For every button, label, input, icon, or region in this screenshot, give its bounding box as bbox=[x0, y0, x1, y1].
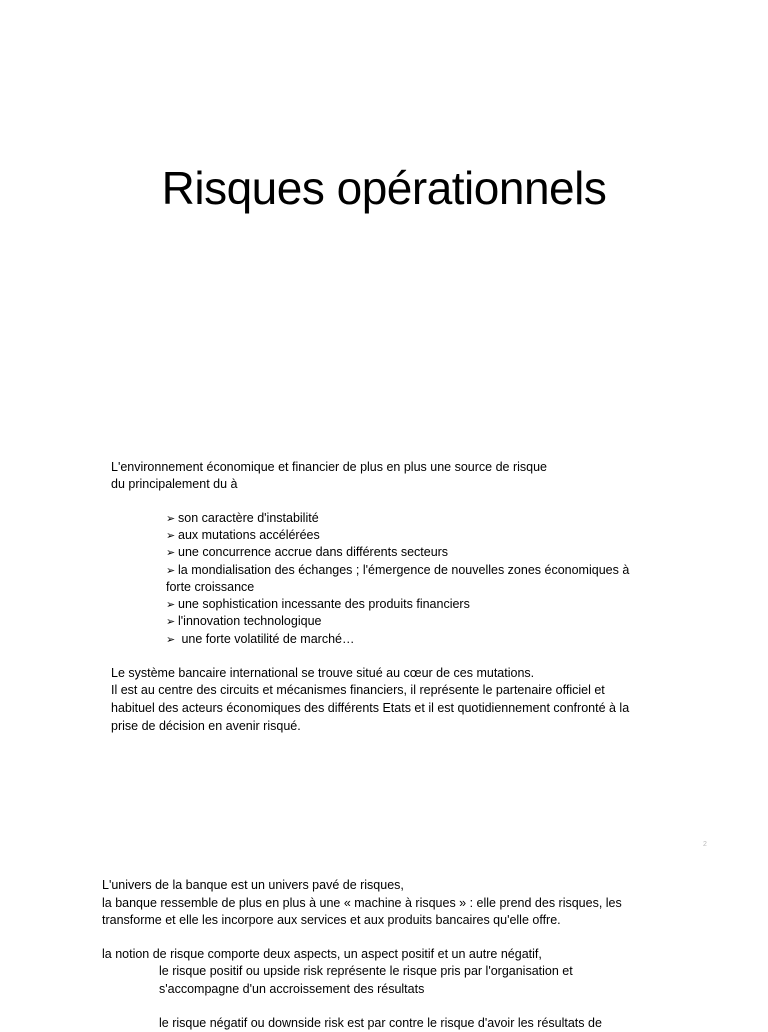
slide3-line: le risque positif ou upside risk représente le risque pris par l'organisation et bbox=[159, 964, 573, 978]
bullet-item: ➢ l'innovation technologique bbox=[166, 613, 321, 631]
arrow-bullet-icon: ➢ bbox=[166, 530, 176, 542]
arrow-bullet-icon: ➢ bbox=[166, 616, 176, 628]
slide3-line: L'univers de la banque est un univers pavé de risques, bbox=[102, 878, 404, 892]
paragraph-line: Le système bancaire international se trouve situé au cœur de ces mutations. bbox=[111, 666, 535, 680]
slide3-line: s'accompagne d'un accroissement des résultats bbox=[159, 982, 425, 996]
slide3-line: le risque négatif ou downside risk est par contre le risque d'avoir les résultats de bbox=[159, 1016, 602, 1030]
slide3-line: la banque ressemble de plus en plus à une « machine à risques » : elle prend des risques, les bbox=[102, 896, 622, 910]
bullet-item: ➢ une forte volatilité de marché… bbox=[166, 631, 354, 649]
arrow-bullet-icon: ➢ bbox=[166, 634, 176, 646]
paragraph-line: prise de décision en avenir risqué. bbox=[111, 719, 301, 733]
arrow-bullet-icon: ➢ bbox=[166, 565, 176, 577]
paragraph-line: habituel des acteurs économiques des différents Etats et il est quotidiennement confronté à la bbox=[111, 701, 630, 715]
intro-line-2: du principalement du à bbox=[111, 477, 238, 491]
arrow-bullet-icon: ➢ bbox=[166, 547, 176, 559]
arrow-bullet-icon: ➢ bbox=[166, 513, 176, 525]
bullet-item: ➢ aux mutations accélérées bbox=[166, 527, 320, 545]
slide3-line: transforme et elle les incorpore aux services et aux produits bancaires qu'elle offre. bbox=[102, 913, 561, 927]
page-number: 2 bbox=[703, 841, 707, 848]
bullet-item: ➢ la mondialisation des échanges ; l'émergence de nouvelles zones économiques à bbox=[166, 562, 629, 580]
paragraph-line: Il est au centre des circuits et mécanismes financiers, il représente le partenaire officiel et bbox=[111, 683, 605, 697]
bullet-item: ➢ une sophistication incessante des produits financiers bbox=[166, 596, 470, 614]
intro-line-1: L'environnement économique et financier de plus en plus une source de risque bbox=[111, 460, 547, 474]
bullet-item: ➢ son caractère d'instabilité bbox=[166, 510, 319, 528]
bullet-continuation: forte croissance bbox=[166, 580, 255, 594]
page-title: Risques opérationnels bbox=[161, 162, 607, 214]
slide3-line: la notion de risque comporte deux aspects, un aspect positif et un autre négatif, bbox=[102, 947, 542, 961]
bullet-item: ➢ une concurrence accrue dans différents secteurs bbox=[166, 544, 448, 562]
arrow-bullet-icon: ➢ bbox=[166, 599, 176, 611]
